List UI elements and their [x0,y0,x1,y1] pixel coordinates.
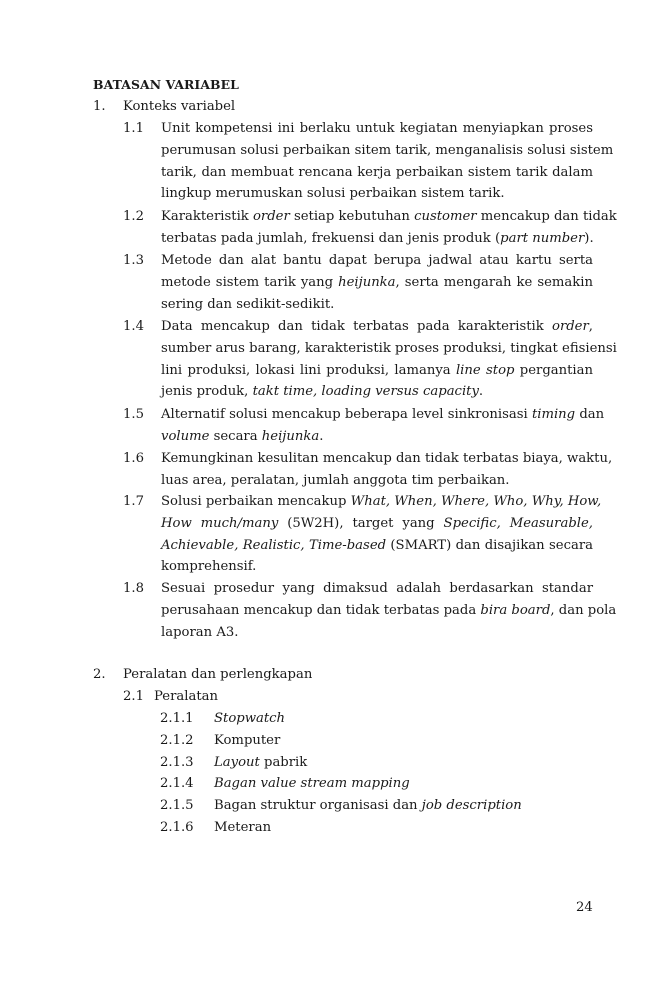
text-run: dan [575,407,605,422]
item-text [161,578,617,643]
text-run: (5W2H), target yang [278,515,444,531]
item-number: 2.1.5 [160,798,194,814]
text-run: . [478,384,484,400]
italic-term: line stop [455,362,515,378]
text-run: Komputer [214,732,281,748]
italic-term: volume [161,428,210,444]
text-run: sumber arus barang, karakteristik proses produksi, tingkat efisiensi [161,340,617,356]
item-text [214,795,522,817]
text-run: secara [209,428,262,444]
italic-term: job description [421,798,522,814]
text-run: perumusan solusi perbaikan sitem tarik, menganalisis solusi sistem [161,142,614,158]
text-run: pabrik [259,754,308,770]
item-text [214,708,285,730]
text-line [161,272,593,294]
text-run: terbatas pada jumlah, frekuensi dan jenis produk ( [161,230,501,246]
item-text [214,752,307,774]
text-line [161,228,593,250]
text-line [161,448,613,470]
text-line [161,381,593,403]
text-run: Solusi perbaikan mencakup [161,494,351,509]
item-number: 1.8 [123,581,144,596]
italic-term: timing [531,407,576,422]
text-line [161,294,593,316]
text-line [161,426,593,448]
item-number: 1.3 [123,253,144,268]
text-run: Karakteristik [161,209,253,224]
italic-term: customer [414,209,477,224]
text-line [161,491,602,513]
item-number: 2.1.4 [160,776,194,792]
italic-term: part number [500,230,585,246]
item-text [161,316,617,403]
text-run: (SMART) dan disajikan secara [386,537,593,553]
italic-term: Specific, Measurable, [443,515,593,531]
subsection-number: 2.1 [123,689,144,704]
italic-term: What, When, Where, Who, Why, How, [350,494,602,509]
text-line [161,470,593,492]
page-number: 24 [576,900,593,915]
text-run: Data mencakup dan tidak terbatas pada karakteristik [161,319,552,334]
text-run: Unit kompetensi ini berlaku untuk kegiatan menyiapkan proses [161,121,593,136]
text-run: lini produksi, lokasi lini produksi, lamanya [161,362,456,378]
text-line [161,578,593,600]
text-line [161,338,617,360]
subsection-title: Peralatan [154,689,218,704]
italic-term: bira board [480,602,551,618]
text-run: perusahaan mencakup dan tidak terbatas pada [161,602,481,618]
item-number: 2.1.2 [160,732,194,748]
italic-term: order [552,319,589,334]
item-text [161,206,617,250]
item-text [161,404,605,448]
item-number: 1.2 [123,209,144,224]
item-text [161,491,602,578]
text-run: Sesuai prosedur yang dimaksud adalah berdasarkan standar [161,581,593,596]
item-number: 2.1.6 [160,820,194,835]
text-run: , serta mengarah ke semakin [395,274,593,290]
italic-term: order [252,209,290,224]
text-line [161,556,593,578]
text-run: metode sistem tarik yang [161,274,339,290]
text-line [161,404,605,426]
section-number: 1. [93,99,106,114]
text-line [161,360,593,382]
italic-term: How much/many [161,515,279,531]
italic-term: takt time, loading versus capacity [252,384,479,400]
text-run: pergantian [514,362,593,378]
text-run: luas area, peralatan, jumlah anggota tim perbaikan. [161,472,510,488]
item-number: 2.1.3 [160,754,194,770]
text-run: Bagan struktur organisasi dan [214,798,422,814]
item-number: 1.1 [123,121,144,136]
italic-term: Stopwatch [214,711,286,726]
text-line [161,622,593,644]
section-title: Konteks variabel [123,99,236,114]
item-text [161,448,613,492]
text-run: . [319,428,324,444]
text-run: mencakup dan tidak [476,209,617,224]
section-title: Peralatan dan perlengkapan [123,667,313,682]
item-text [161,118,614,205]
text-line [161,206,617,228]
text-run: , dan pola [550,602,617,618]
text-line [161,316,593,338]
text-line [161,183,593,205]
item-number: 2.1.1 [160,711,194,726]
section-number: 2. [93,667,106,682]
text-run: jenis produk, [161,384,253,400]
italic-term: heijunka [261,428,320,444]
text-line [161,535,593,557]
text-run: laporan A3. [161,624,239,640]
item-number: 1.4 [123,319,144,334]
item-text [214,730,280,752]
item-number: 1.7 [123,494,144,509]
text-line [161,513,593,535]
text-run: lingkup merumuskan solusi perbaikan sistem tarik. [161,186,505,202]
italic-term: Achievable, Realistic, Time-based [161,537,387,553]
text-line [161,118,593,140]
item-text [214,817,271,839]
text-run: komprehensif. [161,559,257,575]
italic-term: heijunka [338,274,396,290]
text-line [161,250,593,272]
italic-term: Layout [214,754,260,770]
section-heading: BATASAN VARIABEL [93,77,239,92]
text-run: Metode dan alat bantu dapat berupa jadwal atau kartu serta [161,253,593,268]
item-number: 1.5 [123,407,144,422]
text-run: Kemungkinan kesulitan mencakup dan tidak terbatas biaya, waktu, [161,451,613,466]
text-run: sering dan sedikit-sedikit. [161,296,335,312]
text-run: tarik, dan membuat rencana kerja perbaikan sistem tarik dalam [161,164,593,180]
text-run: ). [584,230,594,246]
text-run: , [588,319,593,334]
item-text [161,250,593,315]
text-line [161,600,617,622]
text-run: setiap kebutuhan [289,209,415,224]
text-line [161,162,593,184]
italic-term: Bagan value stream mapping [214,776,410,792]
item-number: 1.6 [123,451,144,466]
text-run: Meteran [214,820,272,835]
text-line [161,140,614,162]
item-text [214,773,410,795]
text-run: Alternatif solusi mencakup beberapa level sinkronisasi [161,407,532,422]
